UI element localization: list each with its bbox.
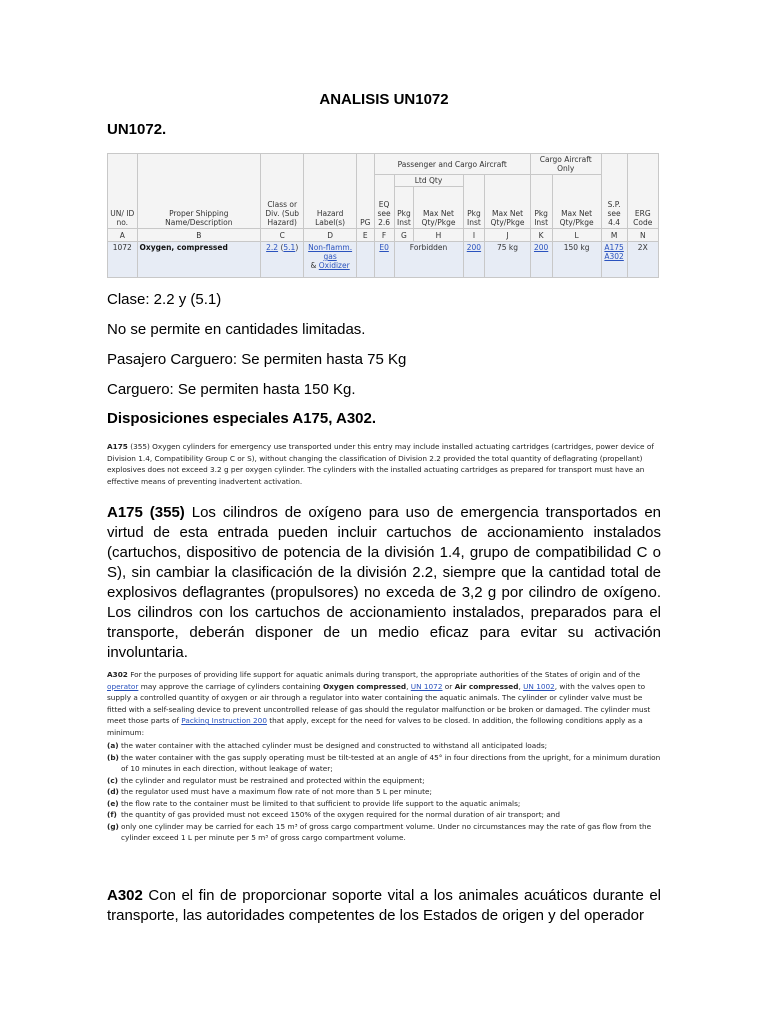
list-item [107, 786, 661, 798]
list-item-label: (e) [107, 798, 119, 808]
header-pkg-inst-k: Pkg Inst [530, 175, 552, 229]
cell-hazard-labels [304, 242, 357, 278]
header-hazard-labels: Hazard Label(s) [304, 154, 357, 229]
a175-spanish-code: A175 (355) [107, 504, 185, 521]
header-passenger-cargo-aircraft: Passenger and Cargo Aircraft [374, 154, 530, 175]
a175-english-excerpt [107, 441, 661, 487]
a302-text-part: , with the valves open to supply a controlled quantity of oxygen or air through a regulator into water containing the aquatic animals. The cylinder or cylinder valve must be fitted with a self-sealing device to prevent uncontrolled release of gas should the regulator malfunction or be broken or damaged. The cylinder must meet those parts of [107, 681, 651, 725]
cargo-line: Carguero: Se permiten hasta 150 Kg. [107, 381, 356, 398]
header-un-id: UN/ ID no. [108, 154, 138, 229]
header-pkg-inst-g: Pkg Inst [394, 187, 414, 229]
a302-text-part: For the purposes of providing life support for aquatic animals during transport, the appropriate authorities of the States of origin and of the [127, 670, 641, 679]
list-item [107, 740, 661, 752]
column-letter: K [530, 229, 552, 242]
list-item [107, 809, 661, 821]
header-eq: EQ see 2.6 [374, 175, 394, 229]
list-item-text: only one cylinder may be carried for each 15 m³ of gross cargo compartment volume. Under no circumstances may the rate of gas flow from the cylinder exceed 1 L per minute per 5 m³ of gross cargo compartment volume. [121, 821, 652, 842]
column-letter: G [394, 229, 414, 242]
cell-pg [356, 242, 374, 278]
list-item-text: the quantity of gas provided must not exceed 150% of the oxygen required for the normal duration of air transport; and [121, 810, 561, 819]
a302-english-text [107, 669, 661, 738]
cell-pkg-inst-passenger [463, 242, 485, 278]
column-letter: B [137, 229, 261, 242]
cell-eq [374, 242, 394, 278]
limited-quantity-line: No se permite en cantidades limitadas. [107, 321, 366, 338]
header-max-net-j: Max Net Qty/Pkge [485, 175, 530, 229]
pi-200-cargo-link[interactable]: 200 [533, 243, 549, 252]
a175-spanish-body: Los cilindros de oxígeno para uso de emergencia transportados en virtud de esta entrada pueden incluir cartuchos de accionamiento instalados (cartuchos, dispositivo de potencia de la división 1.4, grupo de compatibilidad C o S), sin cambiar la clasificación de la división 2.2, siempre que la cantidad total de explosivos deflagrantes (propulsores) no exceda de 3,2 g por cilindro de oxígeno. Los cilindros con los cartuchos de accionamiento instalados, preparados para el transporte, deberán disponer de un medio eficaz para evitar su activación involuntaria. [107, 504, 661, 661]
a175-english-text [107, 441, 661, 487]
list-item-text: the regulator used must have a maximum flow rate of not more than 5 L per minute; [121, 787, 432, 796]
table-letter-row [108, 229, 659, 242]
class-link[interactable]: 2.2 [266, 243, 279, 252]
air-compressed-term: Air compressed [454, 681, 519, 691]
pi-200-link[interactable]: 200 [466, 243, 482, 252]
un1072-link[interactable]: UN 1072 [410, 681, 443, 691]
a175-code: A175 [107, 442, 128, 451]
section-heading: UN1072. [107, 121, 167, 138]
cell-un-number: 1072 [108, 242, 138, 278]
cell-special-provisions [601, 242, 627, 278]
cell-proper-shipping-name: Oxygen, compressed [137, 242, 261, 278]
operator-link[interactable]: operator [107, 681, 139, 691]
column-letter: C [261, 229, 304, 242]
header-class: Class or Div. (Sub Hazard) [261, 154, 304, 229]
list-item-label: (b) [107, 752, 119, 762]
a302-code: A302 [107, 670, 128, 679]
column-letter: D [304, 229, 357, 242]
header-erg-code: ERG Code [627, 154, 658, 229]
column-letter: M [601, 229, 627, 242]
list-item-label: (f) [107, 810, 117, 819]
a302-text-part: or [442, 681, 455, 691]
cell-ltd-qty: Forbidden [394, 242, 463, 278]
cell-pkg-inst-cargo [530, 242, 552, 278]
header-cargo-aircraft-only: Cargo Aircraft Only [530, 154, 601, 175]
list-item [107, 821, 661, 844]
column-letter: N [627, 229, 658, 242]
header-pkg-inst-i: Pkg Inst [463, 175, 485, 229]
list-item-label: (a) [107, 741, 119, 750]
passenger-line: Pasajero Carguero: Se permiten hasta 75 Kg [107, 351, 407, 368]
non-flammable-gas-link[interactable]: Non-flamm. gas [308, 243, 353, 261]
list-item-text: the cylinder and regulator must be restrained and protected within the equipment; [121, 775, 425, 785]
packing-instruction-200-link[interactable]: Packing Instruction 200 [181, 716, 267, 725]
a302-text-part: that apply, except for the need for valves to be closed. In addition, the following conditions apply as a minimum: [107, 716, 643, 737]
column-letter: H [414, 229, 463, 242]
a302-spanish-paragraph [107, 886, 661, 926]
a302-english-excerpt [107, 669, 661, 844]
a175-link[interactable]: A175 [604, 243, 624, 252]
list-item-label: (g) [107, 821, 119, 831]
column-letter: L [552, 229, 601, 242]
table-group-header-row [108, 154, 659, 175]
oxygen-compressed-term: Oxygen compressed [322, 681, 407, 691]
header-max-net-h: Max Net Qty/Pkge [414, 187, 463, 229]
special-provisions-heading: Disposiciones especiales A175, A302. [107, 410, 377, 427]
list-item-label: (d) [107, 787, 119, 796]
list-item-label: (c) [107, 775, 118, 785]
subsidiary-class-link[interactable]: 5.1 [283, 243, 296, 252]
a302-text-part: may approve the carriage of cylinders containing [138, 681, 323, 691]
a302-spanish-code: A302 [107, 887, 143, 904]
class-line: Clase: 2.2 y (5.1) [107, 291, 222, 308]
a302-text-part: , [518, 681, 524, 691]
cell-class: 2.2 (5.1) [261, 242, 304, 278]
column-letter: F [374, 229, 394, 242]
dangerous-goods-table [107, 153, 659, 278]
column-letter: I [463, 229, 485, 242]
ampersand: & [310, 261, 317, 270]
list-item [107, 798, 661, 810]
a302-link[interactable]: A302 [604, 252, 624, 261]
list-item-text: the flow rate to the container must be limited to that sufficient to provide life support to the aquatic animals; [121, 798, 521, 808]
list-item-text: the water container with the gas supply operating must be tilt-tested at an angle of 45° in four directions from the upright, for a minimum duration of 10 minutes in each direction, without leakage of water; [121, 752, 661, 773]
list-item-text: the water container with the attached cylinder must be designed and constructed to withstand all anticipated loads; [121, 741, 548, 750]
a302-spanish-body: Con el fin de proporcionar soporte vital a los animales acuáticos durante el transporte, las autoridades competentes de los Estados de origen y del operador [107, 887, 661, 924]
cell-max-net-passenger: 75 kg [485, 242, 530, 278]
header-special-provisions: S.P. see 4.4 [601, 154, 627, 229]
column-letter: E [356, 229, 374, 242]
column-letter: J [485, 229, 530, 242]
un1002-link[interactable]: UN 1002 [523, 681, 555, 691]
header-max-net-l: Max Net Qty/Pkge [552, 175, 601, 229]
cell-erg-code: 2X [627, 242, 658, 278]
eq-link[interactable]: E0 [379, 243, 389, 252]
list-item [107, 775, 661, 787]
header-proper-shipping-name: Proper Shipping Name/Description [137, 154, 261, 229]
page-title: ANALISIS UN1072 [319, 91, 449, 108]
a175-spanish-paragraph [107, 503, 661, 663]
a302-text-part: , [406, 681, 411, 691]
table-row [108, 242, 659, 278]
a175-english-body: (355) Oxygen cylinders for emergency use transported under this entry may include installed actuating cartridges (cartridges, power device of Division 1.4, Compatibility Group C or S), without changing the classification of Division 2.2 provided the total quantity of deflagrating (propellant) explosives does not exceed 3.2 g per oxygen cylinder. The cylinders with the installed actuating cartridges as prepared for transport must have an effective means of preventing inadvertent activation. [107, 442, 654, 486]
header-pg: PG [356, 154, 374, 229]
oxidizer-link[interactable]: Oxidizer [318, 261, 350, 270]
list-item [107, 752, 661, 775]
cell-max-net-cargo: 150 kg [552, 242, 601, 278]
header-ltd-qty: Ltd Qty [394, 175, 463, 187]
column-letter: A [108, 229, 138, 242]
